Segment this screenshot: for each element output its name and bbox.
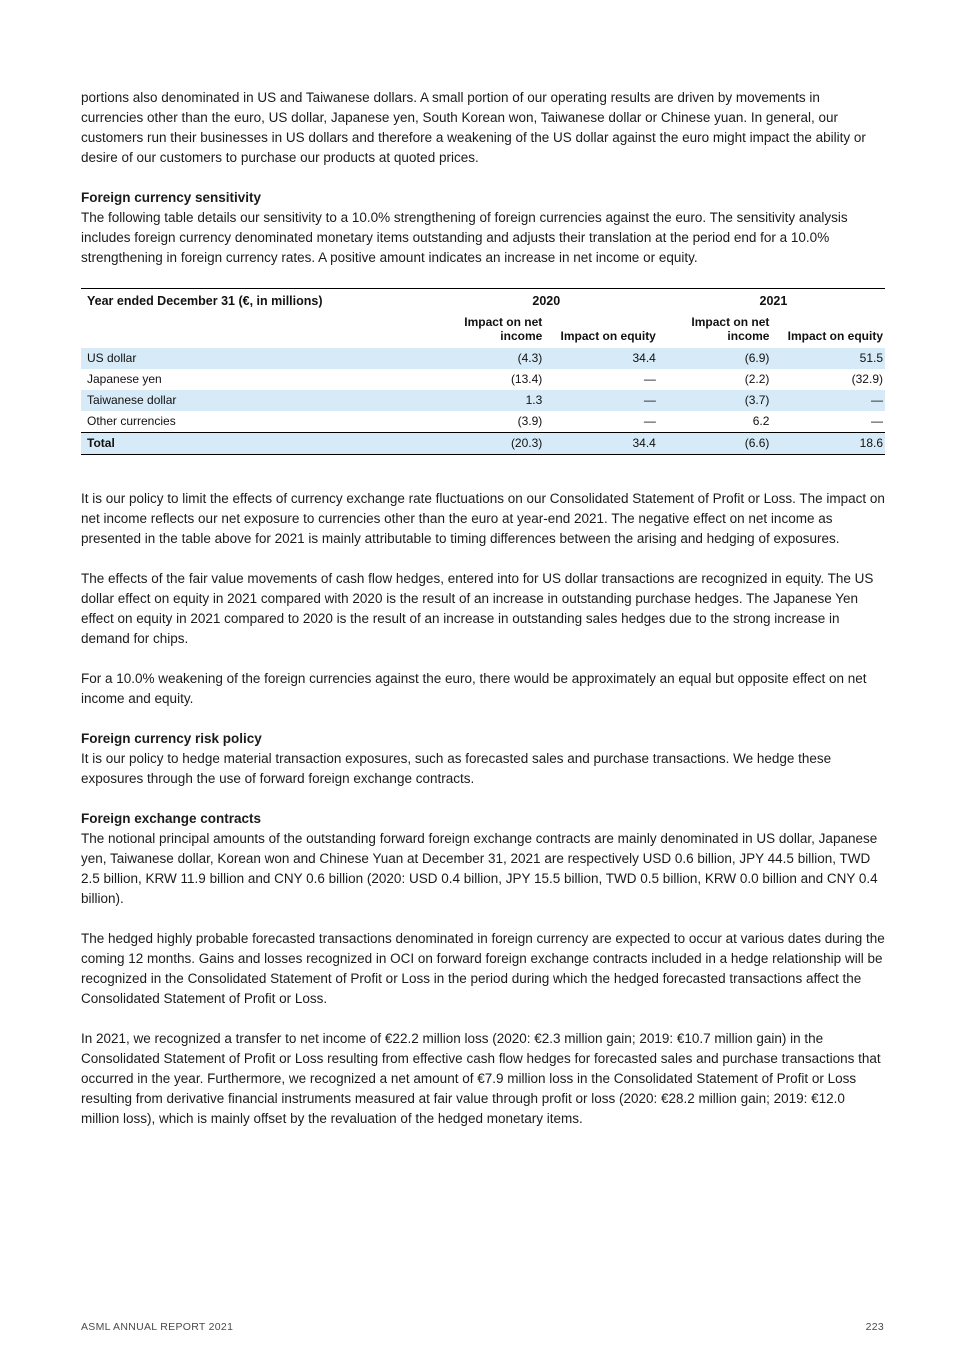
year-header-2021: 2021 (658, 289, 885, 313)
cell-value: (20.3) (510, 436, 543, 450)
section-foreign-currency-risk-policy (81, 729, 885, 789)
table-row-us-dollar (81, 348, 885, 369)
col-header-2020-equity: Impact on equity (560, 329, 656, 343)
cell-value: 34.4 (632, 351, 656, 365)
foreign-exchange-contracts-heading: Foreign exchange contracts (81, 811, 262, 826)
table-row-total (81, 433, 885, 455)
hedges-paragraph: The effects of the fair value movements of cash flow hedges, entered into for US dollar transactions are recognized in equity. The US dollar effect on equity in 2021 compared with 2020 is the result of an increase in outstanding purchase hedges. The Japanese Yen effect on equity in 2021 compared to 2020 is the result of an increase in outstanding sales hedges due to the strong increase in demand for chips. (81, 571, 874, 646)
cell-value: (6.6) (744, 436, 770, 450)
section-foreign-currency-sensitivity (81, 188, 885, 268)
table-row-other-currencies (81, 411, 885, 433)
cell-value: 6.2 (752, 414, 770, 428)
policy-paragraph: It is our policy to limit the effects of currency exchange rate fluctuations on our Consolidated Statement of Profit or Loss. The impact on net income reflects our net exposure to currencies other than the euro at year-end 2021. The negative effect on net income as presented in the table above for 2021 is mainly attributable to timing differences between the arising and hedging of exposures. (81, 491, 885, 546)
col-header-2021-net-income: Impact on net income (691, 315, 770, 343)
currency-sensitivity-table (81, 288, 885, 455)
table-caption: Year ended December 31 (€, in millions) (81, 289, 431, 313)
foreign-currency-sensitivity-heading: Foreign currency sensitivity (81, 190, 262, 205)
cell-value: (2.2) (744, 372, 770, 386)
intro-paragraph: portions also denominated in US and Taiwanese dollars. A small portion of our operating results are driven by movements in currencies other than the euro, US dollar, Japanese yen, South Korean won, Taiwanese dollar or Chinese yuan. In general, our customers run their businesses in US dollars and therefore a weakening of the US dollar against the euro might impact the ability or desire of our customers to purchase our products at quoted prices. (81, 90, 866, 165)
section-foreign-exchange-contracts (81, 809, 885, 1129)
transfer-to-net-income-paragraph: In 2021, we recognized a transfer to net income of €22.2 million loss (2020: €2.3 million gain; 2019: €10.7 million gain) in the Consolidated Statement of Profit or Loss resulting from effective cash flow hedges for forecasted sales and purchase transactions that occurred in the year. Furthermore, we recognized a net amount of €7.9 million loss in the Consolidated Statement of Profit or Loss resulting from derivative financial instruments measured at fair value through profit or loss (2020: €28.2 million gain; 2019: €12.0 million loss), which is mainly offset by the revaluation of the hedged monetary items. (81, 1031, 881, 1126)
table-subheader-row (81, 312, 885, 348)
row-label: US dollar (87, 351, 137, 365)
cell-value: (3.7) (744, 393, 770, 407)
table-row-taiwanese-dollar (81, 390, 885, 411)
row-label: Japanese yen (87, 372, 162, 386)
foreign-currency-risk-policy-paragraph: It is our policy to hedge material transaction exposures, such as forecasted sales and purchase transactions. We hedge these exposures through the use of forward foreign exchange contracts. (81, 751, 832, 786)
cell-value: (6.9) (744, 351, 770, 365)
page-content (81, 88, 885, 1149)
empty-header-cell (81, 312, 431, 348)
row-label: Total (87, 436, 115, 450)
cell-value: — (643, 393, 656, 407)
cell-value: 51.5 (859, 351, 883, 365)
notional-amounts-paragraph: The notional principal amounts of the outstanding forward foreign exchange contracts are mainly denominated in US dollar, Japanese yen, Taiwanese dollar, Korean won and Chinese Yuan at December 31, 2021 are respectively USD 0.6 billion, JPY 44.5 billion, TWD 2.5 billion, KRW 11.9 billion and CNY 0.6 billion (2020: USD 0.4 billion, JPY 15.5 billion, TWD 0.5 billion, KRW 0.0 billion and CNY 0.4 billion). (81, 831, 878, 906)
cell-value: (4.3) (517, 351, 543, 365)
foreign-currency-sensitivity-paragraph: The following table details our sensitivity to a 10.0% strengthening of foreign currencies against the euro. The sensitivity analysis includes foreign currency denominated monetary items outstanding and adjusts their translation at the period end for a 10.0% strengthening in foreign currency rates. A positive amount indicates an increase in net income or equity. (81, 210, 848, 265)
row-label: Taiwanese dollar (87, 393, 177, 407)
table-header (81, 289, 885, 349)
foreign-currency-risk-policy-heading: Foreign currency risk policy (81, 731, 262, 746)
weakening-paragraph: For a 10.0% weakening of the foreign currencies against the euro, there would be approximately an equal but opposite effect on net income and equity. (81, 671, 867, 706)
cell-value: 1.3 (525, 393, 543, 407)
col-header-2020-net-income: Impact on net income (464, 315, 543, 343)
col-header-2021-equity: Impact on equity (787, 329, 883, 343)
footer-page-number: 223 (865, 1321, 884, 1333)
table-caption-row (81, 289, 885, 313)
page-footer (81, 1321, 884, 1333)
row-label: Other currencies (87, 414, 176, 428)
footer-report-title: ASML ANNUAL REPORT 2021 (81, 1321, 234, 1333)
table-row-japanese-yen (81, 369, 885, 390)
table-body (81, 348, 885, 455)
cell-value: (13.4) (510, 372, 543, 386)
cell-value: 34.4 (632, 436, 656, 450)
year-header-2020: 2020 (431, 289, 658, 313)
forecasted-transactions-paragraph: The hedged highly probable forecasted transactions denominated in foreign currency are expected to occur at various dates during the coming 12 months. Gains and losses recognized in OCI on forward foreign exchange contracts included in a hedge relationship will be recognized in the Consolidated Statement of Profit or Loss in the period during which the hedged forecasted transactions affect the Consolidated Statement of Profit or Loss. (81, 931, 885, 1006)
cell-value: (3.9) (517, 414, 543, 428)
cell-value: — (871, 393, 883, 407)
cell-value: — (871, 414, 883, 428)
cell-value: 18.6 (859, 436, 883, 450)
cell-value: — (643, 372, 656, 386)
cell-value: (32.9) (851, 372, 883, 386)
cell-value: — (643, 414, 656, 428)
